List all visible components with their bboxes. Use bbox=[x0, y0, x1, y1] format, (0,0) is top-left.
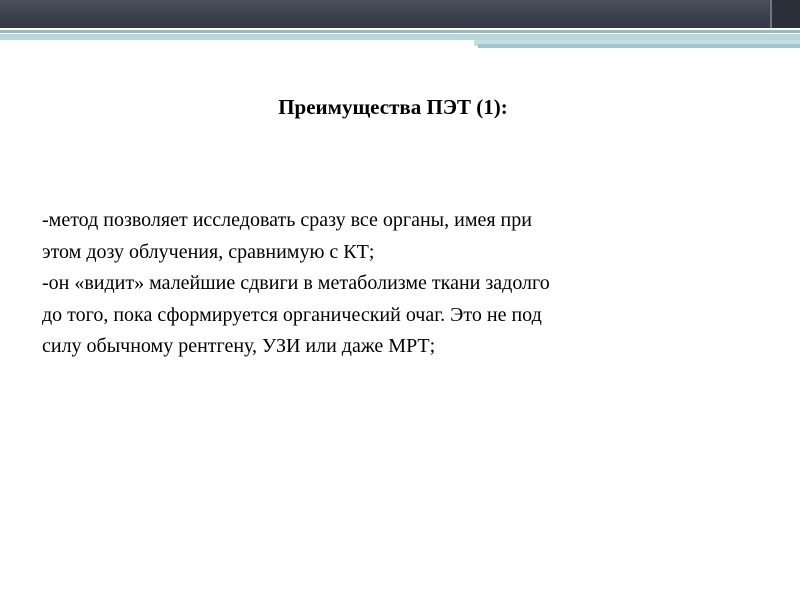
slide-body bbox=[42, 205, 752, 363]
slide-title-text: Преимущества ПЭТ (1): bbox=[278, 95, 508, 119]
header-band-left bbox=[0, 0, 770, 28]
body-line: -он «видит» малейшие сдвиги в метаболизме ткани задолго bbox=[42, 272, 550, 294]
header-band bbox=[0, 0, 800, 28]
body-line: этом дозу облучения, сравнимую с КТ; bbox=[42, 240, 375, 263]
body-line: -метод позволяет исследовать сразу все органы, имея при bbox=[42, 209, 532, 231]
header-band-right bbox=[770, 0, 800, 28]
accent-segment-inner bbox=[478, 44, 800, 48]
body-line: силу обычному рентгену, УЗИ или даже МРТ; bbox=[42, 335, 436, 357]
accent-line-top bbox=[0, 30, 800, 33]
body-line: до того, пока сформируется органический очаг. Это не под bbox=[42, 303, 542, 326]
slide-title bbox=[0, 95, 800, 120]
